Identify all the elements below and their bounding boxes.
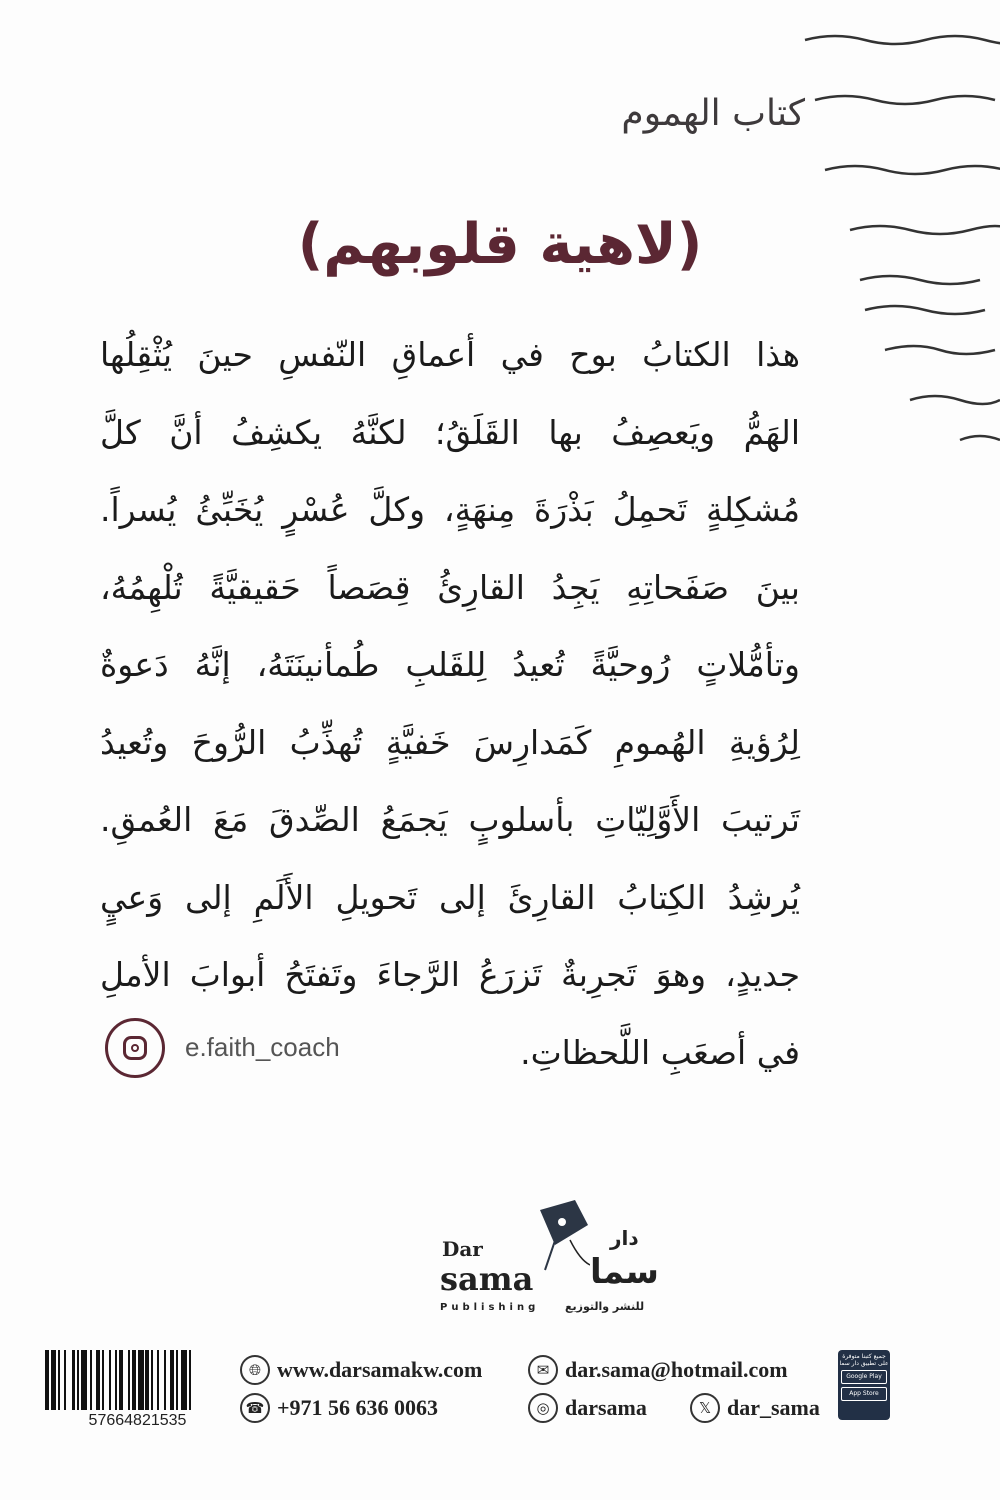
instagram-handle[interactable]: darsama: [565, 1395, 647, 1420]
mail-icon: ✉︎: [528, 1355, 558, 1385]
globe-icon: 🌐︎: [240, 1355, 270, 1385]
description-line: جديدٍ، وهوَ تَجرِبةٌ تَزرَعُ الرَّجاءَ وتَفتَحُ أبوابَ الأملِ: [100, 955, 800, 994]
website-contact[interactable]: [240, 1355, 482, 1385]
logo-sama-ar: سما: [590, 1252, 659, 1292]
google-play-badge[interactable]: Google Play: [841, 1370, 887, 1384]
logo-dar-en: Dar: [442, 1237, 483, 1261]
description-line: يُرشِدُ الكِتابُ القارِئَ إلى تَحويلِ الأَلَمِ إلى وَعيٍ: [100, 877, 800, 917]
description-line: مُشكِلةٍ تَحمِلُ بَذْرَةَ مِنهَةٍ، وكلَّ عُسْرٍ يُخَبِّئُ يُسراً.: [100, 490, 800, 529]
description-line: وتأمُّلاتٍ رُوحيَّةً تُعيدُ لِلقَلبِ طُمأنينَتَهُ، إنَّهُ دَعوةٌ: [100, 645, 800, 684]
book-title: (لاهية قلوبهم): [297, 212, 703, 277]
author-instagram-handle: e.faith_coach: [185, 1032, 340, 1062]
logo-publishing-en: Publishing: [440, 1302, 540, 1313]
publisher-logo: [430, 1200, 680, 1325]
x-icon: 𝕏: [690, 1393, 720, 1423]
phone-number[interactable]: +971 56 636 0063: [277, 1395, 439, 1420]
description-line: بينَ صَفَحاتِهِ يَجِدُ القارِئُ قِصَصاً حَقيقيَّةً تُلْهِمُهُ،: [100, 567, 800, 607]
book-description: [100, 325, 800, 1100]
description-line: لِرُؤيةِ الهُمومِ كَمَدارِسَ خَفيَّةٍ تُهذِّبُ الرُّوحَ وتُعيدُ: [100, 722, 800, 762]
phone-icon: ☎︎: [240, 1393, 270, 1423]
website-link[interactable]: www.darsamakw.com: [277, 1357, 483, 1382]
description-line: تَرتيبَ الأَوَّلِيّاتِ بأسلوبٍ يَجمَعُ الصِّدقَ مَعَ العُمقِ.: [100, 800, 800, 839]
email-link[interactable]: dar.sama@hotmail.com: [565, 1357, 788, 1382]
logo-publishing-ar: للنشر والتوزيع: [565, 1300, 645, 1313]
stores-note: جميع كتبنا متوفرة على تطبيق دار سما: [839, 1353, 889, 1367]
x-contact[interactable]: [690, 1393, 820, 1423]
logo-dar-ar: دار: [610, 1226, 639, 1250]
barcode-number: 57664821535: [88, 1412, 187, 1429]
x-handle[interactable]: dar_sama: [727, 1395, 820, 1420]
description-line: في أصعَبِ اللَّحظاتِ.: [520, 1032, 800, 1072]
book-series-title: كتاب الهموم: [621, 93, 805, 134]
logo-sama-en: sama: [440, 1260, 534, 1298]
instagram-icon: ◎: [528, 1393, 558, 1423]
instagram-icon: [105, 1018, 165, 1078]
app-store-badges: [838, 1350, 890, 1420]
app-store-badge[interactable]: App Store: [841, 1387, 887, 1401]
description-line: هذا الكتابُ بوح في أعماقِ النّفسِ حينَ يُثْقِلُها: [100, 335, 800, 374]
description-line: الهَمُّ ويَعصِفُ بها القَلَقُ؛ لكنَّهُ يكشِفُ أنَّ كلَّ: [100, 412, 800, 452]
barcode-bar: [191, 1350, 195, 1410]
email-contact[interactable]: [528, 1355, 788, 1385]
barcode: [45, 1350, 230, 1410]
phone-contact[interactable]: [240, 1393, 438, 1423]
instagram-contact[interactable]: [528, 1393, 647, 1423]
